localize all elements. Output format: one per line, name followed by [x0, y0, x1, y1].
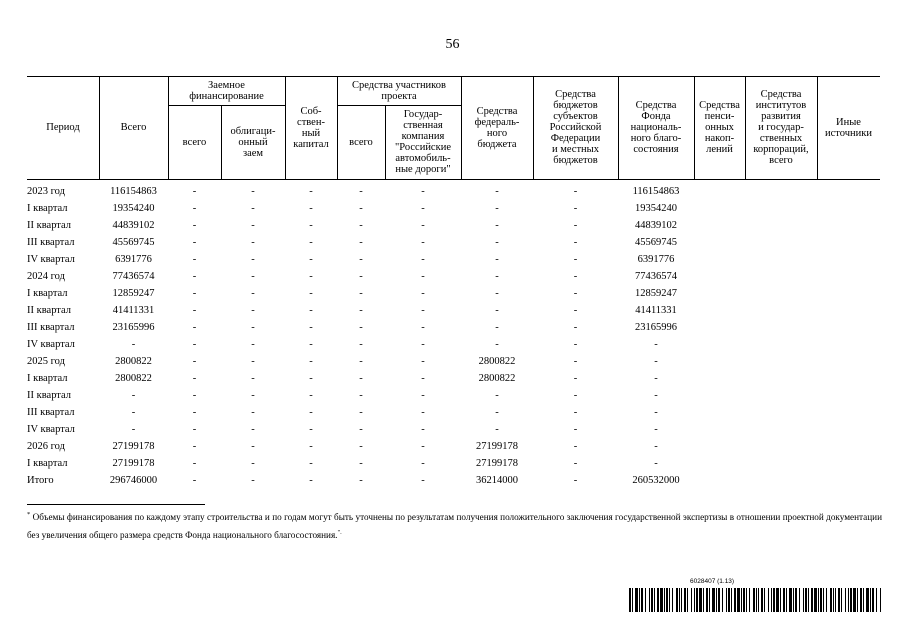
row-value-cell: -: [309, 254, 313, 265]
row-value-cell: -: [421, 254, 425, 265]
header-state-company: Государ- ственная компания "Российские автомобиль- ные дороги": [395, 109, 451, 175]
row-value-cell: -: [421, 339, 425, 350]
row-value-cell: -: [495, 339, 499, 350]
row-value-cell: 45569745: [112, 237, 155, 248]
header-nwf: Средства Фонда националь- ного благо- состояния: [630, 100, 682, 155]
row-value-cell: -: [309, 441, 313, 452]
row-value-cell: -: [359, 322, 363, 333]
row-value-cell: -: [309, 390, 313, 401]
row-value-cell: -: [309, 356, 313, 367]
row-period-cell: III квартал: [27, 237, 75, 248]
row-value-cell: -: [309, 407, 313, 418]
row-value-cell: -: [192, 305, 197, 316]
row-value-cell: -: [192, 407, 197, 418]
row-value-cell: -: [192, 203, 197, 214]
row-value-cell: -: [654, 390, 658, 401]
row-value-cell: -: [359, 339, 363, 350]
header-dev-institutions: Средства институтов развития и государ- ственных корпораций, всего: [753, 89, 809, 166]
row-value-cell: -: [192, 475, 197, 486]
row-value-cell: 12859247: [635, 288, 677, 299]
row-value-cell: -: [251, 441, 255, 452]
row-value-cell: -: [359, 271, 363, 282]
row-value-cell: -: [359, 305, 363, 316]
row-value-cell: -: [251, 356, 255, 367]
row-value-cell: -: [421, 288, 425, 299]
row-value-cell: -: [495, 237, 499, 248]
row-period-cell: 2024 год: [27, 271, 65, 282]
row-value-cell: -: [573, 441, 578, 452]
row-value-cell: -: [421, 305, 425, 316]
row-value-cell: -: [359, 373, 363, 384]
row-value-cell: -: [421, 186, 425, 197]
row-value-cell: -: [192, 322, 197, 333]
row-value-cell: -: [251, 203, 255, 214]
footnote-marker: *: [27, 510, 31, 518]
row-value-cell: -: [573, 220, 578, 231]
row-value-cell: -: [192, 441, 197, 452]
footnote: [27, 508, 882, 544]
row-value-cell: -: [192, 237, 197, 248]
row-value-cell: 27199178: [476, 441, 518, 452]
row-value-cell: -: [495, 271, 499, 282]
row-value-cell: -: [359, 458, 363, 469]
row-value-cell: -: [359, 390, 363, 401]
row-value-cell: -: [192, 373, 197, 384]
row-value-cell: -: [192, 458, 197, 469]
row-value-cell: -: [309, 373, 313, 384]
row-value-cell: -: [573, 390, 578, 401]
row-value-cell: 41411331: [635, 305, 677, 316]
row-value-cell: 116154863: [632, 186, 680, 197]
row-value-cell: -: [421, 356, 425, 367]
header-participants: Средства участников проекта: [352, 79, 446, 102]
row-value-cell: -: [251, 339, 255, 350]
row-value-cell: -: [251, 186, 255, 197]
row-value-cell: -: [421, 458, 425, 469]
row-value-cell: -: [309, 220, 313, 231]
row-value-cell: -: [192, 424, 197, 435]
row-value-cell: 36214000: [476, 475, 518, 486]
row-value-cell: -: [359, 254, 363, 265]
row-period-cell: 2025 год: [27, 356, 65, 367]
row-value-cell: -: [421, 237, 425, 248]
header-own-capital: Соб- ствен- ный капитал: [293, 105, 329, 150]
row-period-cell: Итого: [27, 475, 54, 486]
row-value-cell: -: [421, 271, 425, 282]
row-value-cell: -: [573, 288, 578, 299]
row-value-cell: -: [309, 458, 313, 469]
row-value-cell: -: [251, 407, 255, 418]
row-value-cell: -: [495, 288, 499, 299]
row-value-cell: -: [309, 424, 313, 435]
row-period-cell: III квартал: [27, 407, 75, 418]
row-period-cell: III квартал: [27, 322, 75, 333]
row-value-cell: -: [573, 407, 578, 418]
row-value-cell: -: [309, 186, 313, 197]
row-value-cell: -: [131, 339, 136, 350]
row-value-cell: -: [421, 407, 425, 418]
row-value-cell: -: [309, 203, 313, 214]
row-value-cell: -: [251, 390, 255, 401]
row-value-cell: 19354240: [112, 203, 155, 214]
row-value-cell: -: [192, 271, 197, 282]
row-value-cell: -: [309, 271, 313, 282]
row-value-cell: -: [573, 424, 578, 435]
row-value-cell: -: [251, 288, 255, 299]
row-value-cell: -: [495, 186, 499, 197]
header-loan-financing: Заемное финансирование: [189, 79, 264, 102]
row-value-cell: 23165996: [112, 322, 155, 333]
row-value-cell: -: [654, 407, 658, 418]
row-period-cell: 2026 год: [27, 441, 65, 452]
row-value-cell: -: [192, 254, 197, 265]
barcode-label: 6028407 (1.13): [690, 578, 735, 585]
row-value-cell: 2800822: [478, 373, 516, 384]
row-period-cell: IV квартал: [27, 254, 75, 265]
row-value-cell: -: [309, 339, 313, 350]
row-value-cell: -: [192, 288, 197, 299]
row-value-cell: 27199178: [112, 458, 155, 469]
row-value-cell: 260532000: [632, 475, 680, 486]
row-value-cell: -: [251, 305, 255, 316]
row-value-cell: -: [359, 186, 363, 197]
row-value-cell: -: [495, 305, 499, 316]
page-number: 56: [445, 37, 460, 52]
header-bond-loan: облигаци- онный заем: [230, 125, 276, 159]
row-value-cell: -: [192, 220, 197, 231]
row-value-cell: -: [359, 475, 363, 486]
row-value-cell: -: [192, 356, 197, 367]
row-value-cell: -: [573, 203, 578, 214]
row-value-cell: -: [421, 220, 425, 231]
row-value-cell: -: [495, 254, 499, 265]
row-value-cell: -: [495, 407, 499, 418]
row-value-cell: -: [309, 288, 313, 299]
row-value-cell: 2800822: [115, 373, 152, 384]
row-period-cell: I квартал: [27, 373, 68, 384]
row-value-cell: -: [654, 458, 658, 469]
header-regional-budgets: Средства бюджетов субъектов Российской Федерации и местных бюджетов: [549, 89, 602, 166]
row-value-cell: -: [251, 475, 255, 486]
row-value-cell: -: [654, 356, 658, 367]
row-value-cell: -: [309, 475, 313, 486]
row-value-cell: -: [495, 322, 499, 333]
row-value-cell: -: [654, 441, 658, 452]
row-value-cell: -: [654, 373, 658, 384]
row-value-cell: 2800822: [478, 356, 516, 367]
row-value-cell: -: [359, 220, 363, 231]
row-value-cell: -: [359, 424, 363, 435]
row-period-cell: II квартал: [27, 220, 72, 231]
row-period-cell: I квартал: [27, 203, 68, 214]
row-value-cell: -: [573, 271, 578, 282]
header-period: Период: [46, 122, 80, 133]
row-value-cell: -: [421, 203, 425, 214]
row-value-cell: -: [251, 322, 255, 333]
row-value-cell: 44839102: [635, 220, 677, 231]
row-value-cell: -: [192, 339, 197, 350]
row-value-cell: -: [421, 424, 425, 435]
header-bottom-border: [27, 179, 880, 180]
row-value-cell: -: [192, 186, 197, 197]
row-value-cell: 23165996: [635, 322, 677, 333]
row-value-cell: -: [421, 475, 425, 486]
row-value-cell: -: [131, 390, 136, 401]
row-value-cell: -: [421, 322, 425, 333]
row-value-cell: -: [421, 373, 425, 384]
footnote-rule: [27, 504, 205, 505]
row-value-cell: 19354240: [635, 203, 677, 214]
row-value-cell: 44839102: [112, 220, 155, 231]
row-value-cell: -: [573, 458, 578, 469]
row-value-cell: -: [573, 373, 578, 384]
row-value-cell: 6391776: [637, 254, 675, 265]
row-value-cell: 116154863: [110, 186, 157, 197]
header-total: Всего: [120, 122, 147, 133]
header-federal-budget: Средства федераль- ного бюджета: [474, 105, 520, 150]
row-value-cell: -: [573, 322, 578, 333]
row-value-cell: 12859247: [112, 288, 155, 299]
row-period-cell: IV квартал: [27, 424, 75, 435]
row-value-cell: 77436574: [635, 271, 677, 282]
row-value-cell: -: [495, 220, 499, 231]
header-pension: Средства пенси- онных накоп- лений: [699, 100, 740, 155]
row-value-cell: -: [359, 407, 363, 418]
row-period-cell: 2023 год: [27, 186, 65, 197]
row-value-cell: -: [251, 424, 255, 435]
row-value-cell: 2800822: [115, 356, 152, 367]
row-value-cell: -: [654, 424, 658, 435]
footnote-closing-quote: ".: [337, 528, 342, 536]
row-value-cell: -: [309, 305, 313, 316]
row-value-cell: -: [654, 339, 658, 350]
row-value-cell: 296746000: [109, 475, 158, 486]
footnote-text: Объемы финансирования по каждому этапу строительства и по годам могут быть уточнены по результатам получения положительного заключения государственной экспертизы в отношении проектной документации без увеличения общего размера средств Фонда национального благосостояния.: [27, 512, 882, 540]
row-value-cell: 27199178: [112, 441, 155, 452]
row-value-cell: -: [251, 458, 255, 469]
row-value-cell: -: [359, 237, 363, 248]
row-value-cell: -: [251, 271, 255, 282]
row-value-cell: -: [359, 288, 363, 299]
row-value-cell: -: [251, 373, 255, 384]
row-value-cell: -: [131, 407, 136, 418]
row-value-cell: 77436574: [112, 271, 155, 282]
row-period-cell: IV квартал: [27, 339, 75, 350]
row-value-cell: -: [495, 424, 499, 435]
row-value-cell: 41411331: [112, 305, 155, 316]
header-other-sources: Иные источники: [825, 116, 872, 139]
row-value-cell: -: [421, 441, 425, 452]
row-value-cell: -: [309, 237, 313, 248]
row-value-cell: -: [251, 220, 255, 231]
row-value-cell: -: [251, 237, 255, 248]
row-value-cell: 45569745: [635, 237, 677, 248]
row-value-cell: -: [192, 390, 197, 401]
row-value-cell: -: [573, 475, 578, 486]
row-value-cell: -: [359, 441, 363, 452]
row-value-cell: -: [573, 254, 578, 265]
row-value-cell: -: [309, 322, 313, 333]
row-value-cell: -: [495, 203, 499, 214]
barcode-image: [629, 588, 882, 612]
row-value-cell: -: [251, 254, 255, 265]
row-value-cell: -: [131, 424, 136, 435]
header-participants-all: всего: [349, 136, 373, 148]
row-value-cell: -: [573, 237, 578, 248]
row-value-cell: -: [573, 356, 578, 367]
row-value-cell: -: [495, 390, 499, 401]
row-value-cell: -: [573, 186, 578, 197]
row-period-cell: II квартал: [27, 390, 72, 401]
header-loan-all: всего: [182, 136, 207, 148]
row-value-cell: 27199178: [476, 458, 518, 469]
row-value-cell: -: [573, 339, 578, 350]
row-value-cell: 6391776: [115, 254, 152, 265]
row-value-cell: -: [359, 203, 363, 214]
row-period-cell: I квартал: [27, 458, 68, 469]
row-value-cell: -: [573, 305, 578, 316]
row-value-cell: -: [421, 390, 425, 401]
row-value-cell: -: [359, 356, 363, 367]
row-period-cell: I квартал: [27, 288, 68, 299]
row-period-cell: II квартал: [27, 305, 72, 316]
